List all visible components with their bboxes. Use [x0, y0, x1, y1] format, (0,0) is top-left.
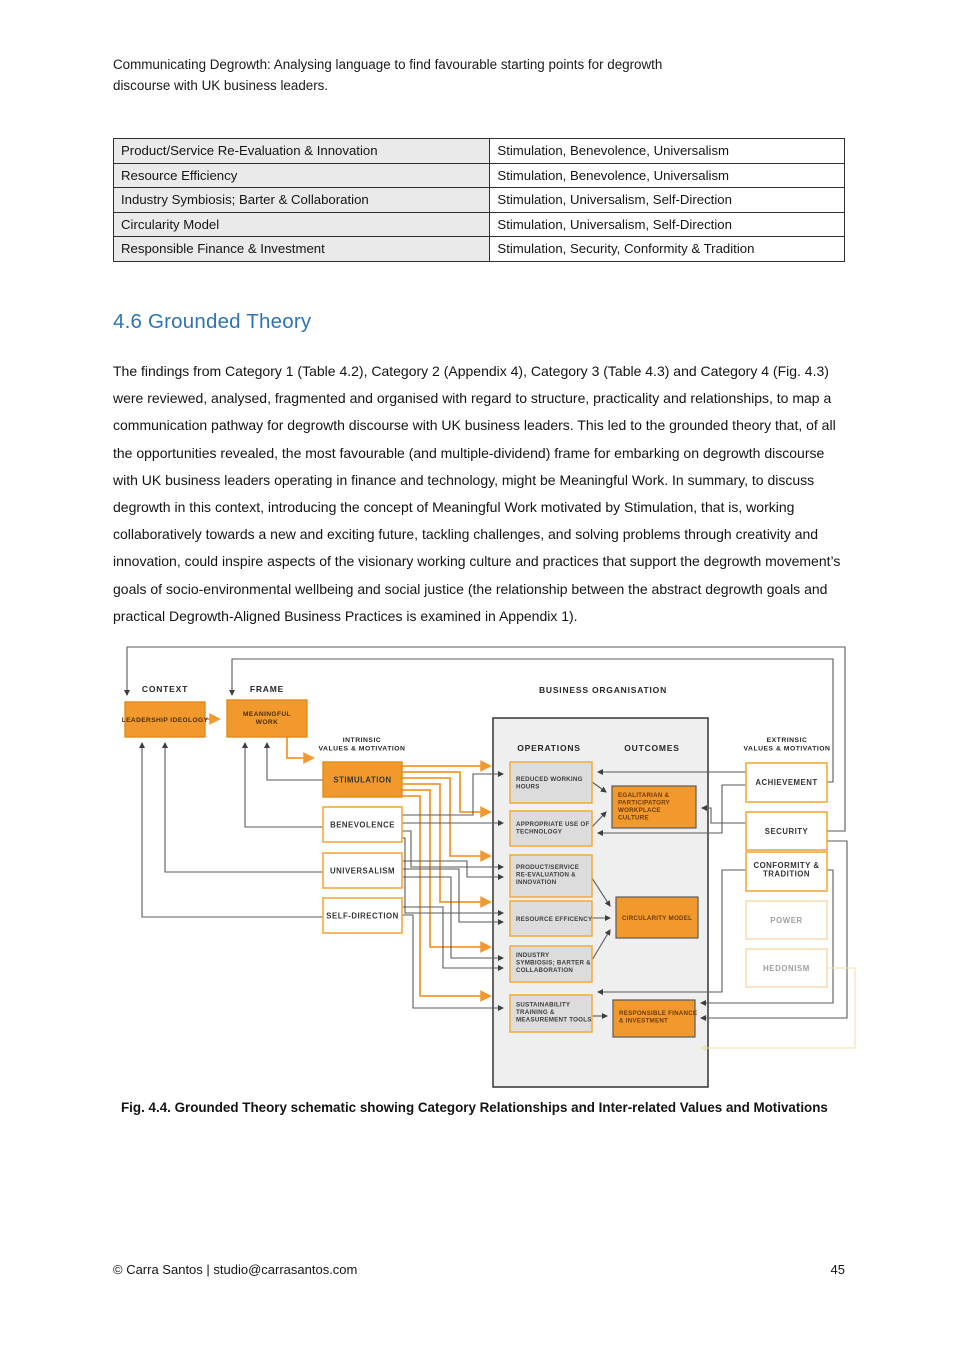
sustainability-training-label: SUSTAINABILITY	[516, 1001, 571, 1009]
circularity-model-label: CIRCULARITY MODEL	[622, 915, 693, 922]
footer-copyright: © Carra Santos | studio@carrasantos.com	[113, 1262, 358, 1277]
leadership-ideology-label: LEADERSHIP IDEOLOGY	[121, 717, 209, 724]
table-row	[114, 139, 845, 164]
practice-cell: Circularity Model	[114, 212, 490, 237]
context-label: CONTEXT	[141, 684, 189, 694]
outcomes-column-label: OUTCOMES	[624, 743, 680, 753]
values-cell: Stimulation, Security, Conformity & Tradition	[490, 237, 845, 262]
resource-efficiency-label: RESOURCE EFFICENCY	[516, 916, 593, 923]
running-header: Communicating Degrowth: Analysing language to find favourable starting points for degrowth discourse with UK business leaders.	[113, 57, 663, 93]
practice-cell: Industry Symbiosis; Barter & Collaboration	[114, 188, 490, 213]
product-service-reevaluation-label: PRODUCT/SERVICE	[516, 864, 580, 871]
egalitarian-culture-label: WORKPLACE	[618, 807, 661, 814]
responsible-finance-label: RESPONSIBLE FINANCE	[619, 1010, 698, 1017]
figure-caption: Fig. 4.4. Grounded Theory schematic showing Category Relationships and Inter-related Values and Motivations	[121, 1100, 828, 1115]
industry-symbiosis-label: INDUSTRY	[516, 952, 550, 959]
benevolence-label: BENEVOLENCE	[330, 820, 395, 830]
product-service-reevaluation-label: RE-EVALUATION &	[516, 871, 576, 879]
achievement-label: ACHIEVEMENT	[755, 778, 818, 787]
body-paragraph: The findings from Category 1 (Table 4.2), Category 2 (Appendix 4), Category 3 (Table 4.3) and Category 4 (Fig. 4.3) were reviewed, analysed, fragmented and organised with regard to structure, practicality and relationships, to map a communication pathway for degrowth discourse with UK business leaders. This led to the grounded theory that, of all the opportunities revealed, the most favourable (and multiple-dividend) frame for embarking on degrowth discourse with UK business leaders operating in finance and technology, might be Meaningful Work. In summary, to discuss degrowth in this context, introducing the concept of Meaningful Work motivated by Stimulation, that is, working collaboratively towards a new and exciting future, tackling challenges, and solving problems through creativity and innovation, could inspire aspects of the visionary working culture and practices that support the degrowth movement’s goals of socio-environmental wellbeing and social justice (the relationship between the abstract degrowth goals and practical Degrowth-Aligned Business Practices is examined in Appendix 1).	[113, 363, 841, 624]
sustainability-training-label: TRAINING &	[516, 1009, 555, 1016]
intrinsic-values-label: INTRINSIC	[342, 737, 382, 744]
responsible-finance-label: & INVESTMENT	[619, 1017, 669, 1025]
reduced-working-hours-label: REDUCED WORKING	[516, 776, 583, 783]
self-direction-label: SELF-DIRECTION	[326, 911, 399, 921]
table-row	[114, 237, 845, 262]
values-cell: Stimulation, Universalism, Self-Direction	[490, 188, 845, 213]
hedonism-label: HEDONISM	[763, 964, 810, 973]
values-cell: Stimulation, Benevolence, Universalism	[490, 139, 845, 164]
page-number: 45	[830, 1262, 845, 1277]
figure-diagram	[115, 645, 859, 1093]
conformity-tradition-label: CONFORMITY &	[753, 861, 820, 870]
reduced-working-hours-label: HOURS	[516, 783, 540, 791]
practice-cell: Resource Efficiency	[114, 163, 490, 188]
practices-values-table	[113, 138, 845, 262]
egalitarian-culture-label: PARTICIPATORY	[618, 799, 671, 807]
industry-symbiosis-label: COLLABORATION	[516, 967, 574, 974]
business-organisation-label: BUSINESS ORGANISATION	[538, 685, 668, 695]
stimulation-label: STIMULATION	[333, 775, 392, 785]
frame-label: FRAME	[249, 684, 285, 694]
values-cell: Stimulation, Universalism, Self-Direction	[490, 212, 845, 237]
extrinsic-values-label: EXTRINSIC	[766, 737, 808, 744]
practice-cell: Responsible Finance & Investment	[114, 237, 490, 262]
meaningful-work-label: MEANINGFUL	[243, 711, 291, 718]
sustainability-training-label: MEASUREMENT TOOLS	[516, 1016, 592, 1024]
egalitarian-culture-label: EGALITARIAN &	[618, 792, 670, 799]
product-service-reevaluation-label: INNOVATION	[516, 879, 557, 886]
values-cell: Stimulation, Benevolence, Universalism	[490, 163, 845, 188]
security-label: SECURITY	[764, 827, 809, 836]
appropriate-use-of-technology-label: TECHNOLOGY	[516, 828, 563, 836]
universalism-label: UNIVERSALISM	[330, 866, 395, 876]
conformity-tradition-label: TRADITION	[763, 869, 810, 879]
industry-symbiosis-label: SYMBIOSIS; BARTER &	[516, 959, 591, 967]
appropriate-use-of-technology-label: APPROPRIATE USE OF	[516, 821, 590, 828]
table-row	[114, 212, 845, 237]
extrinsic-values-label: VALUES & MOTIVATION	[743, 745, 831, 753]
section-heading: 4.6 Grounded Theory	[113, 310, 312, 333]
intrinsic-values-label: VALUES & MOTIVATION	[318, 745, 406, 753]
meaningful-work-label: WORK	[255, 719, 279, 726]
practice-cell: Product/Service Re-Evaluation & Innovation	[114, 139, 490, 164]
table-row	[114, 163, 845, 188]
operations-column-label: OPERATIONS	[517, 743, 581, 753]
egalitarian-culture-label: CULTURE	[618, 814, 649, 822]
table-row	[114, 188, 845, 213]
power-label: POWER	[770, 916, 803, 925]
grounded-theory-schematic	[115, 645, 859, 1093]
